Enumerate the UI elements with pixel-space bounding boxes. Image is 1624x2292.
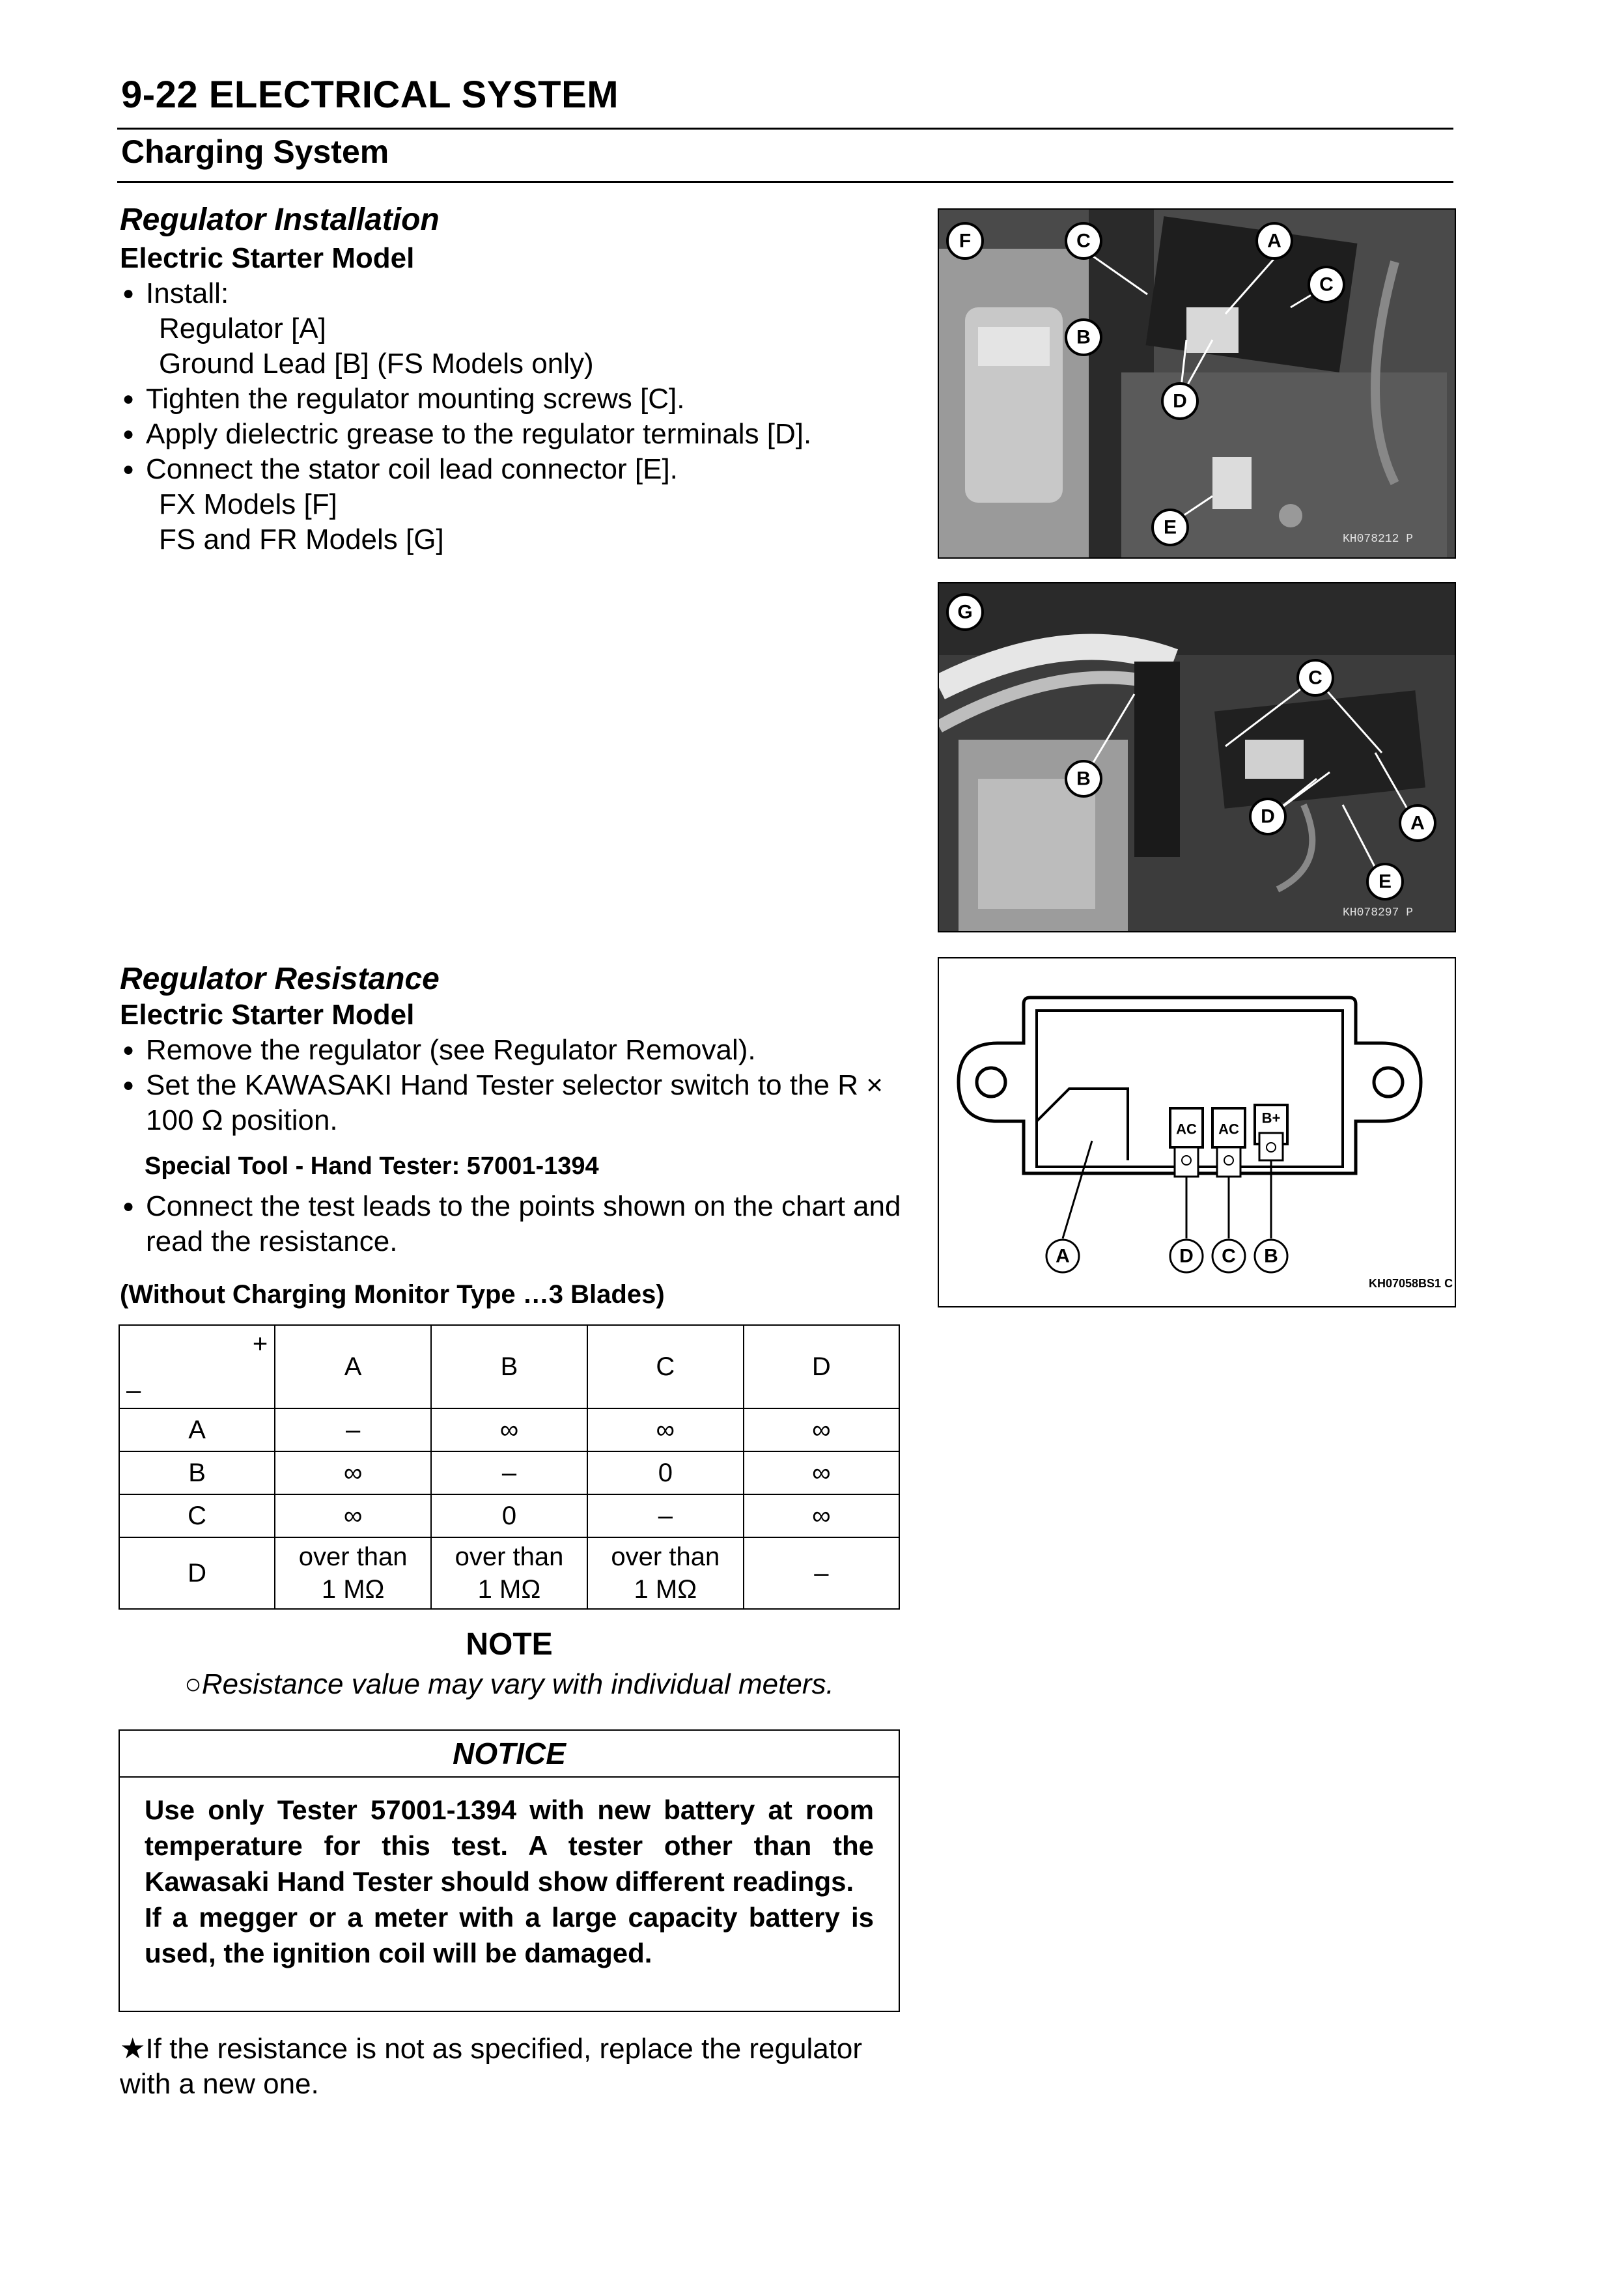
svg-text:KH078297 P: KH078297 P	[1343, 906, 1414, 919]
table-cell: over than 1 MΩ	[587, 1537, 744, 1609]
resistance-heading: Regulator Resistance	[120, 962, 440, 996]
notice-paragraph: Use only Tester 57001-1394 with new battery at room temperature for this test. A tester other than the Kawasaki Hand Tester should show different readings.	[145, 1795, 874, 1897]
table-row	[119, 1451, 899, 1494]
callout-label	[1298, 660, 1333, 695]
table-cell: ∞	[744, 1451, 899, 1494]
table-header-row	[119, 1325, 899, 1408]
special-tool: Special Tool - Hand Tester: 57001-1394	[145, 1153, 599, 1180]
svg-text:KH078212 P: KH078212 P	[1343, 533, 1414, 546]
installation-steps	[120, 276, 901, 557]
section-title: Charging System	[121, 133, 389, 170]
svg-text:B+: B+	[1261, 1110, 1281, 1126]
installation-model: Electric Starter Model	[120, 242, 415, 274]
callout-label	[1212, 1240, 1245, 1272]
svg-text:E: E	[1163, 516, 1177, 538]
notice-paragraph: If a megger or a meter with a large capacity battery is used, the ignition coil will be damaged.	[145, 1902, 874, 1968]
install-substep: FX Models [F]	[159, 488, 337, 520]
table-row	[119, 1408, 899, 1451]
note-text: ○Resistance value may vary with individual meters.	[184, 1668, 834, 1700]
terminal-b-plus	[1255, 1105, 1287, 1160]
terminal-ac-1	[1170, 1108, 1203, 1177]
installation-heading: Regulator Installation	[120, 203, 440, 237]
row-header: A	[119, 1408, 275, 1451]
terminal-ac-2	[1212, 1108, 1245, 1177]
regulator-terminal-diagram	[938, 957, 1456, 1307]
callout-label	[1162, 384, 1197, 419]
photo-fx-regulator	[938, 208, 1456, 559]
install-substep: Regulator [A]	[159, 313, 326, 344]
table-cell: ∞	[587, 1408, 744, 1451]
table-cell: –	[275, 1408, 431, 1451]
table-cell: –	[431, 1451, 587, 1494]
install-step: ● Tighten the regulator mounting screws [C].	[120, 382, 901, 417]
table-corner: + –	[119, 1325, 275, 1408]
install-step: ● Connect the stator coil lead connector [E].	[120, 452, 901, 487]
svg-text:A: A	[1410, 812, 1425, 834]
table-caption: (Without Charging Monitor Type …3 Blades)	[120, 1280, 665, 1309]
notice-title: NOTICE	[120, 1731, 899, 1778]
callout-label	[1367, 864, 1403, 899]
table-cell: over than 1 MΩ	[431, 1537, 587, 1609]
header-rule	[117, 128, 1453, 130]
svg-text:B: B	[1076, 326, 1091, 348]
callout-label	[1066, 761, 1101, 796]
table-cell: ∞	[744, 1408, 899, 1451]
svg-text:C: C	[1319, 273, 1334, 296]
col-header: D	[744, 1325, 899, 1408]
resistance-step: ● Remove the regulator (see Regulator Removal).	[120, 1033, 901, 1068]
callout-label	[1066, 223, 1101, 259]
svg-text:B: B	[1264, 1245, 1278, 1267]
table-cell: –	[587, 1494, 744, 1537]
table-row	[119, 1494, 899, 1537]
col-header: B	[431, 1325, 587, 1408]
callout-label	[1400, 805, 1435, 841]
row-header: D	[119, 1537, 275, 1609]
table-cell: 0	[431, 1494, 587, 1537]
svg-text:C: C	[1076, 230, 1091, 252]
section-rule	[117, 181, 1453, 183]
svg-text:AC: AC	[1218, 1121, 1239, 1138]
row-header: C	[119, 1494, 275, 1537]
svg-text:C: C	[1222, 1245, 1236, 1267]
svg-text:AC: AC	[1176, 1121, 1197, 1138]
table-cell: ∞	[275, 1494, 431, 1537]
svg-text:F: F	[959, 230, 972, 252]
install-substep: Ground Lead [B] (FS Models only)	[159, 348, 594, 380]
col-header: A	[275, 1325, 431, 1408]
table-cell: –	[744, 1537, 899, 1609]
svg-text:B: B	[1076, 768, 1091, 790]
table-cell: over than 1 MΩ	[275, 1537, 431, 1609]
svg-text:G: G	[957, 601, 973, 623]
install-substep: FS and FR Models [G]	[159, 524, 444, 555]
resistance-model: Electric Starter Model	[120, 999, 415, 1031]
final-instruction: ★If the resistance is not as specified, replace the regulator with a new one.	[120, 2033, 863, 2100]
callout-label	[1257, 223, 1292, 259]
svg-text:KH07058BS1 C: KH07058BS1 C	[1369, 1277, 1453, 1290]
table-row	[119, 1537, 899, 1609]
install-step: ● Install:	[120, 276, 901, 311]
callout-label	[1255, 1240, 1287, 1272]
callout-label	[1309, 267, 1344, 302]
svg-text:A: A	[1056, 1245, 1070, 1267]
row-header: B	[119, 1451, 275, 1494]
install-step: ● Apply dielectric grease to the regulator terminals [D].	[120, 417, 901, 452]
svg-text:A: A	[1267, 230, 1281, 252]
svg-text:D: D	[1173, 390, 1187, 412]
notice-box	[119, 1729, 900, 2012]
notice-body	[120, 1778, 899, 1980]
resistance-step-3: ● Connect the test leads to the points shown on the chart and read the resistance.	[120, 1189, 901, 1259]
svg-text:D: D	[1261, 805, 1275, 828]
callout-label	[1250, 799, 1285, 834]
note-title: NOTE	[466, 1627, 553, 1662]
callout-label	[1046, 1240, 1079, 1272]
svg-text:D: D	[1179, 1245, 1194, 1267]
callout-label	[1066, 320, 1101, 355]
resistance-step: ● Set the KAWASAKI Hand Tester selector switch to the R × 100 Ω position.	[120, 1068, 901, 1138]
callout-label	[947, 223, 983, 259]
col-header: C	[587, 1325, 744, 1408]
resistance-steps	[120, 1033, 901, 1138]
svg-text:C: C	[1308, 667, 1323, 689]
callout-label	[1153, 510, 1188, 545]
callout-label	[947, 594, 983, 630]
table-cell: ∞	[431, 1408, 587, 1451]
table-cell: ∞	[744, 1494, 899, 1537]
svg-text:E: E	[1378, 871, 1392, 893]
callout-label	[1170, 1240, 1203, 1272]
table-cell: ∞	[275, 1451, 431, 1494]
resistance-table	[119, 1324, 900, 1610]
table-cell: 0	[587, 1451, 744, 1494]
page-header-title: 9-22 ELECTRICAL SYSTEM	[121, 74, 619, 116]
photo-fs-fr-regulator	[938, 582, 1456, 932]
